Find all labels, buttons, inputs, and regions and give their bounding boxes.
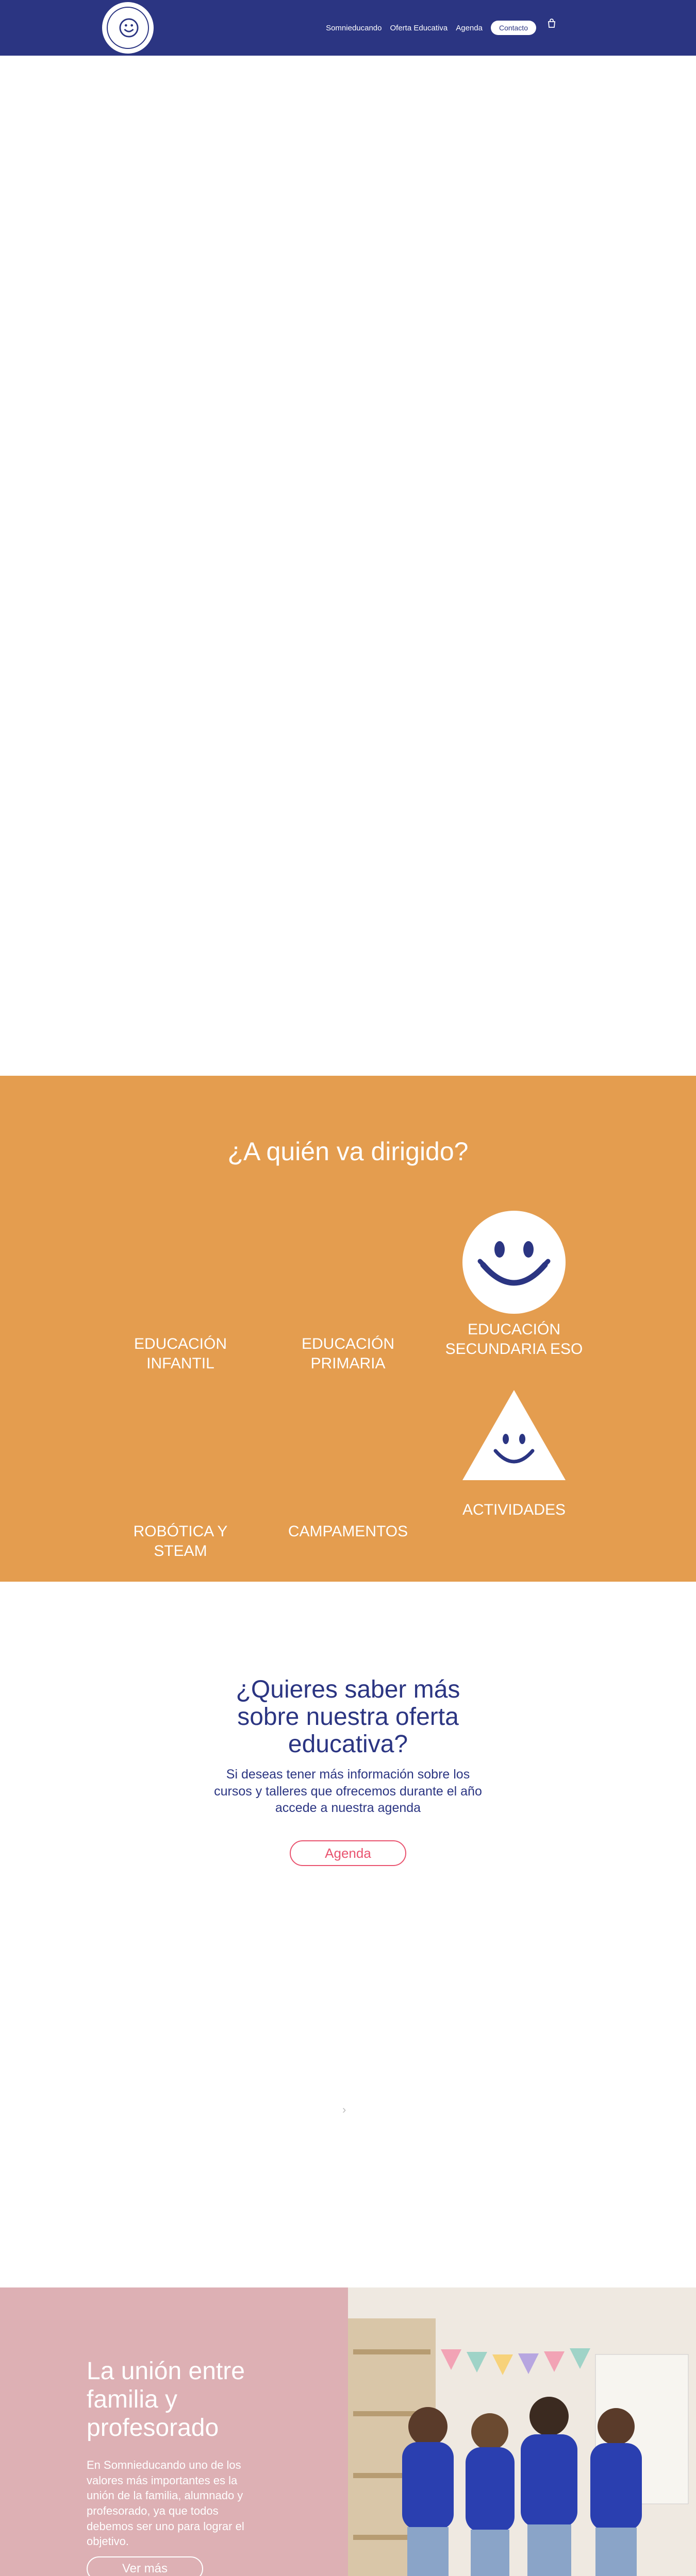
cart-icon[interactable] [546,19,557,29]
smiley-icon [462,1211,566,1314]
smiley-image [462,1211,566,1314]
agenda-button[interactable]: Agenda [290,1840,406,1866]
audience-campamentos[interactable]: CAMPAMENTOS [288,1523,408,1540]
nav-oferta-educativa[interactable]: Oferta Educativa [390,23,448,32]
audience-title: ¿A quién va dirigido? [227,1137,469,1166]
team-photo-illustration [348,2287,696,2576]
audience-infantil[interactable]: EDUCACIÓN INFANTIL [134,1335,227,1372]
audience-section [0,1076,696,1582]
nav-somnieducando[interactable]: Somnieducando [326,23,382,32]
nav-agenda[interactable]: Agenda [456,23,483,32]
main-nav [326,21,536,35]
union-section [0,2287,348,2576]
audience-robotica[interactable]: ROBÓTICA Y STEAM [133,1523,228,1560]
logo-ring [107,7,149,49]
site-logo[interactable] [102,2,154,54]
audience-secundaria[interactable]: EDUCACIÓN SECUNDARIA ESO [445,1321,583,1358]
offer-title: ¿Quieres saber más sobre nuestra oferta educativa? [236,1676,460,1758]
audience-primaria[interactable]: EDUCACIÓN PRIMARIA [301,1335,394,1372]
chevron-right-icon[interactable]: › [342,2103,346,2116]
ver-mas-button[interactable]: Ver más [87,2556,203,2576]
team-photo [348,2287,696,2576]
offer-text: Si deseas tener más información sobre los cursos y talleres que ofrecemos durante el año accede a nuestra agenda [214,1767,482,1815]
union-title: La unión entre familia y profesorado [87,2358,245,2442]
contact-button[interactable]: Contacto [491,21,536,35]
triangle-smiley-icon [462,1390,566,1480]
audience-actividades[interactable]: ACTIVIDADES [462,1501,566,1518]
site-header [0,0,696,56]
smiley-icon [119,18,139,38]
union-text: En Somnieducando uno de los valores más importantes es la unión de la familia, alumnado y profesorado, ya que todos debemos ser uno para lograr el objetivo. [87,2459,244,2548]
